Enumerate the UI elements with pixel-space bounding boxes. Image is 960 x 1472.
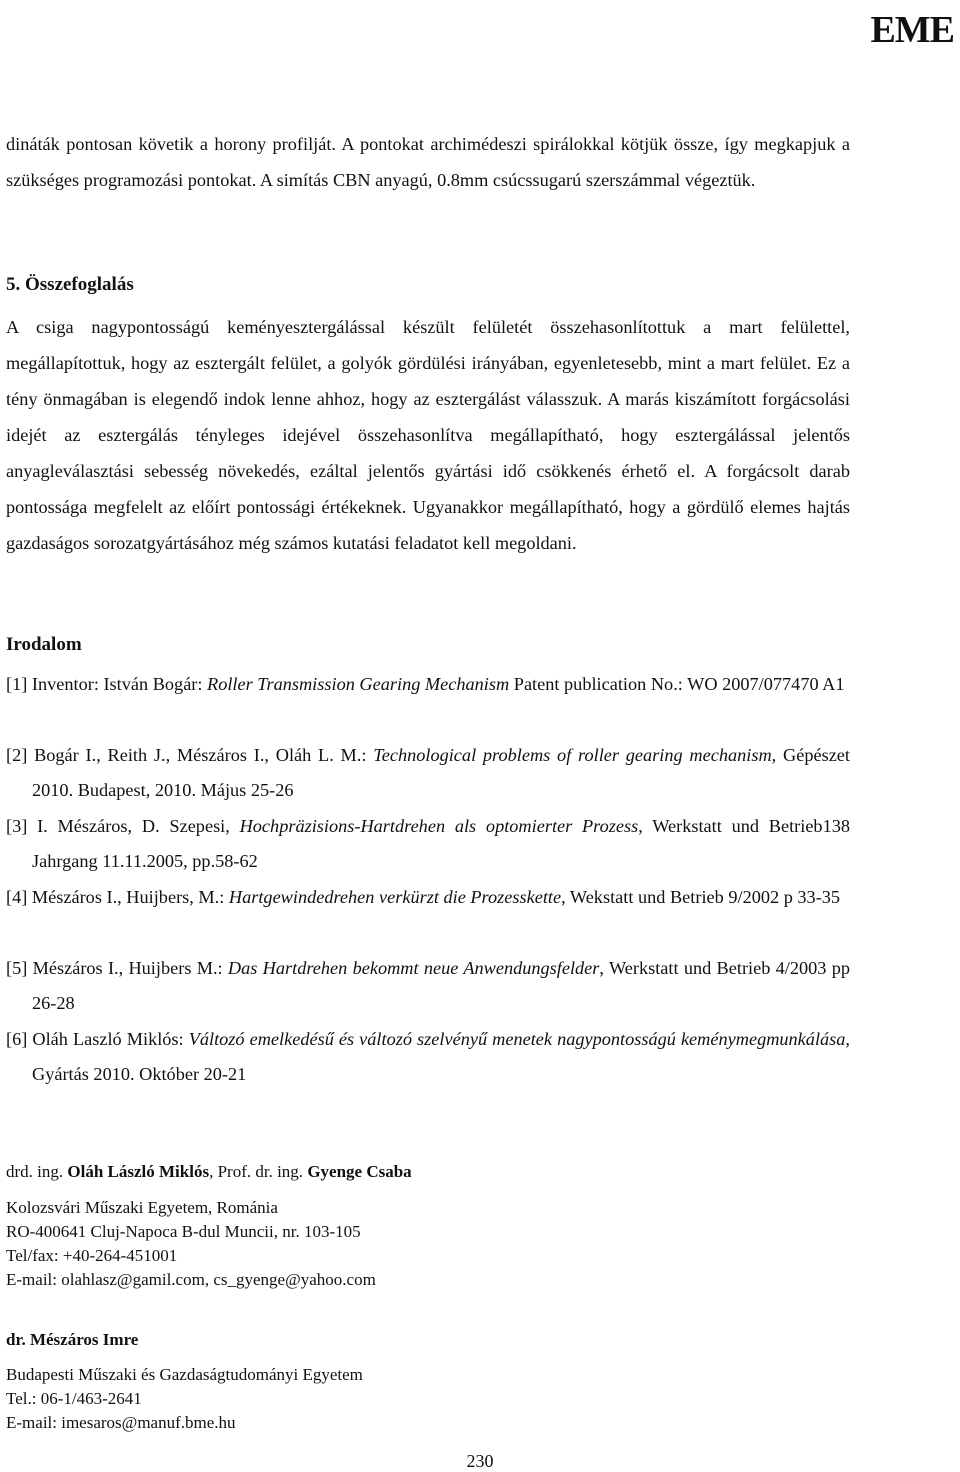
reference-item: [5] Mészáros I., Huijbers M.: Das Hartdrehen bekommt neue Anwendungsfelder, Werkstatt und Betrieb 4/2003 pp 26-28 <box>6 958 851 1013</box>
author-name: Oláh László Miklós <box>67 1162 210 1181</box>
affiliation: Kolozsvári Műszaki Egyetem, Románia <box>6 1198 278 1217</box>
author-name: Gyenge Csaba <box>307 1162 412 1181</box>
summary-heading: 5. Összefoglalás <box>6 274 134 295</box>
summary-paragraph: A csiga nagypontosságú keményesztergálással készült felületét összehasonlítottuk a mart felülettel, megállapítottuk, hogy az esztergált felület, a golyók gördülési irányában, egyenletesebb, mint a mart felület. Ez a tény önmagában is elegendő indok lenne ahhoz, hogy az esztergálást válasszuk. A marás kiszámított forgácsolási idejét az esztergálás tényleges idejével összehasonlítva megállapítható, hogy esztergálással jelentős anyagleválasztási sebesség növekedés, ezáltal jelentős gyártási idő csökkenés érhető el. A forgácsolt darab pontossága megfelelt az előírt pontossági értékeknek. Ugyanakkor megállapítható, hogy a gördülő elemes hajtás gazdaságos sorozatgyártásához még számos kutatási feladatot kell megoldani. <box>6 317 850 553</box>
phone: Tel.: 06-1/463-2641 <box>6 1389 142 1408</box>
address: RO-400641 Cluj-Napoca B-dul Muncii, nr. 103-105 <box>6 1222 361 1241</box>
reference-title: Változó emelkedésű és változó szelvényű menetek nagypontosságú keménymegmunkálása <box>188 1029 846 1049</box>
reference-title: Das Hartdrehen bekommt neue Anwendungsfelder <box>227 958 600 978</box>
email: E-mail: olahlasz@gamil.com, cs_gyenge@yahoo.com <box>6 1270 376 1289</box>
affiliation: Budapesti Műszaki és Gazdaságtudományi Egyetem <box>6 1365 363 1384</box>
references-heading: Irodalom <box>6 634 82 655</box>
reference-title: Hartgewindedrehen verkürzt die Prozesskette <box>228 887 562 907</box>
reference-item: [2] Bogár I., Reith J., Mészáros I., Oláh L. M.: Technological problems of roller gearing mechanism, Gépészet 2010. Budapest, 2010. Május 25-26 <box>6 745 851 800</box>
reference-title: Roller Transmission Gearing Mechanism <box>207 674 510 694</box>
reference-item: [3] I. Mészáros, D. Szepesi, Hochpräzisions-Hartdrehen als optomierter Prozess, Werkstatt und Betrieb138 Jahrgang 11.11.2005, pp.58-62 <box>6 816 850 871</box>
page-number: 230 <box>466 1451 494 1471</box>
phone: Tel/fax: +40-264-451001 <box>6 1246 178 1265</box>
intro-paragraph: dináták pontosan követik a horony profilját. A pontokat archimédeszi spirálokkal kötjük össze, így megkapjuk a szükséges programozási pontokat. A simítás CBN anyagú, 0.8mm csúcssugarú szerszámmal végeztük. <box>6 134 850 190</box>
email: E-mail: imesaros@manuf.bme.hu <box>6 1413 236 1432</box>
reference-item: [6] Oláh Laszló Miklós: Változó emelkedésű és változó szelvényű menetek nagypontosságú keménymegmunkálása, Gyártás 2010. Október 20-21 <box>6 1029 850 1084</box>
eme-logo: EME <box>870 9 954 51</box>
reference-title: Hochpräzisions-Hartdrehen als optomierter Prozess <box>239 816 639 836</box>
reference-title: Technological problems of roller gearing mechanism <box>373 745 772 765</box>
reference-item: [1] Inventor: István Bogár: Roller Transmission Gearing Mechanism Patent publication No.: WO 2007/077470 A1 <box>6 674 845 694</box>
authors-line: drd. ing. Oláh László Miklós, Prof. dr. ing. Gyenge Csaba <box>6 1162 412 1181</box>
reference-item: [4] Mészáros I., Huijbers, M.: Hartgewindedrehen verkürzt die Prozesskette, Wekstatt und Betrieb 9/2002 p 33-35 <box>6 887 841 907</box>
author-name: dr. Mészáros Imre <box>6 1330 139 1349</box>
